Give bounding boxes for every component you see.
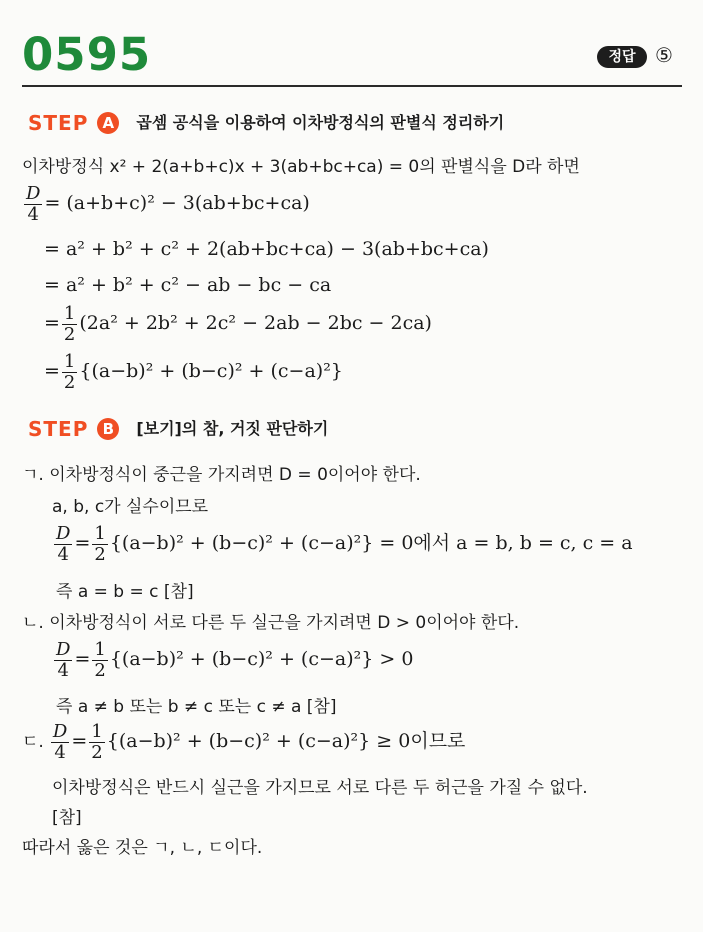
d-over-4 xyxy=(54,640,72,681)
step-a-title: 곱셈 공식을 이용하여 이차방정식의 판별식 정리하기 xyxy=(136,113,505,132)
half-denominator: 2 xyxy=(63,324,76,345)
item-1-line-2: a, b, c가 실수이므로 xyxy=(52,497,209,517)
half-denominator: 2 xyxy=(94,544,106,565)
eq4-text: (2a² + 2b² + 2c² − 2ab − 2bc − 2ca) xyxy=(79,312,432,334)
d-over-4 xyxy=(54,524,72,565)
item-3-marker: ㄷ. xyxy=(22,732,44,752)
half-fraction xyxy=(89,722,104,763)
half-fraction xyxy=(92,524,107,565)
item-2-eq: {(a−b)² + (b−c)² + (c−a)²} > 0 xyxy=(109,648,414,670)
half-denominator: 2 xyxy=(91,742,103,763)
eq-line-4: = $\frac{1}{2}$ (2a² + 2b² + 2c² − 2ab − 2bc − 2ca) xyxy=(44,303,432,345)
d-over-4 xyxy=(51,722,69,763)
frac-numerator: D xyxy=(56,639,71,660)
eq5-text: {(a−b)² + (b−c)² + (c−a)²} xyxy=(79,360,343,382)
frac-numerator: D xyxy=(52,721,68,742)
header-divider xyxy=(22,85,682,87)
d-over-4 xyxy=(24,184,42,225)
half-numerator: 1 xyxy=(94,523,106,544)
item-1-line-3: $\frac{D}{4}$ = $\frac{1}{2}$ {(a−b)² + (b−c)² + (c−a)²} = 0에서 a = b, b = c, c = a xyxy=(56,523,633,565)
step-b-word: STEP xyxy=(28,417,89,441)
item-2-marker: ㄴ. xyxy=(22,613,44,633)
item-1-line-4: 즉 a = b = c [참] xyxy=(56,582,194,602)
half-fraction xyxy=(92,640,107,681)
half-denominator: 2 xyxy=(63,372,76,393)
half-numerator: 1 xyxy=(63,351,76,372)
frac-denominator: 4 xyxy=(54,544,72,565)
eq1-text: = (a+b+c)² − 3(ab+bc+ca) xyxy=(44,192,310,214)
eq-line-5: = $\frac{1}{2}$ {(a−b)² + (b−c)² + (c−a)²} xyxy=(44,351,343,393)
step-b-title: [보기]의 참, 거짓 판단하기 xyxy=(136,419,329,438)
item-2-line-3: 즉 a ≠ b 또는 b ≠ c 또는 c ≠ a [참] xyxy=(56,697,337,717)
eq-line-2: = a² + b² + c² + 2(ab+bc+ca) − 3(ab+bc+ca) xyxy=(44,238,489,260)
frac-numerator: D xyxy=(56,523,71,544)
item-1-marker: ㄱ. xyxy=(22,465,44,485)
half-fraction xyxy=(62,304,77,345)
frac-denominator: 4 xyxy=(24,204,42,225)
item-1-text: 이차방정식이 중근을 가지려면 D = 0이어야 한다. xyxy=(49,465,421,485)
item-2 xyxy=(22,608,519,633)
step-b-badge: B xyxy=(97,418,119,440)
half-numerator: 1 xyxy=(91,721,103,742)
problem-number: 0595 xyxy=(22,28,152,81)
step-a-intro: 이차방정식 x² + 2(a+b+c)x + 3(ab+bc+ca) = 0의 판별식을 D라 하면 xyxy=(22,157,580,177)
item-1 xyxy=(22,460,421,485)
item-3: ㄷ. $\frac{D}{4}$ = $\frac{1}{2}$ {(a−b)² + (b−c)² + (c−a)²} ≥ 0이므로 xyxy=(22,721,466,763)
item-3-eq: {(a−b)² + (b−c)² + (c−a)²} ≥ 0이므로 xyxy=(106,730,466,752)
item-1-eq: {(a−b)² + (b−c)² + (c−a)²} = 0에서 a = b, b = c, c = a xyxy=(109,532,633,554)
step-a-word: STEP xyxy=(28,111,89,135)
half-numerator: 1 xyxy=(94,639,106,660)
eq-line-3: = a² + b² + c² − ab − bc − ca xyxy=(44,274,332,296)
answer-value: ⑤ xyxy=(655,43,673,67)
item-3-line-2: 이차방정식은 반드시 실근을 가지므로 서로 다른 두 허근을 가질 수 없다. xyxy=(52,778,588,798)
item-2-line-2: $\frac{D}{4}$ = $\frac{1}{2}$ {(a−b)² + (b−c)² + (c−a)²} > 0 xyxy=(56,639,414,681)
frac-numerator: D xyxy=(26,183,41,204)
half-numerator: 1 xyxy=(63,303,76,324)
item-2-text: 이차방정식이 서로 다른 두 실근을 가지려면 D > 0이어야 한다. xyxy=(49,613,520,633)
step-a-heading xyxy=(28,110,504,135)
eq-line-1 xyxy=(22,184,310,225)
half-denominator: 2 xyxy=(94,660,106,681)
item-3-line-3: [참] xyxy=(52,808,82,828)
conclusion: 따라서 옳은 것은 ㄱ, ㄴ, ㄷ이다. xyxy=(22,838,263,858)
frac-denominator: 4 xyxy=(54,660,72,681)
step-b-heading xyxy=(28,416,328,441)
step-a-badge: A xyxy=(97,112,119,134)
half-fraction xyxy=(62,352,77,393)
frac-denominator: 4 xyxy=(51,742,69,763)
answer-badge: 정답 xyxy=(597,46,647,68)
